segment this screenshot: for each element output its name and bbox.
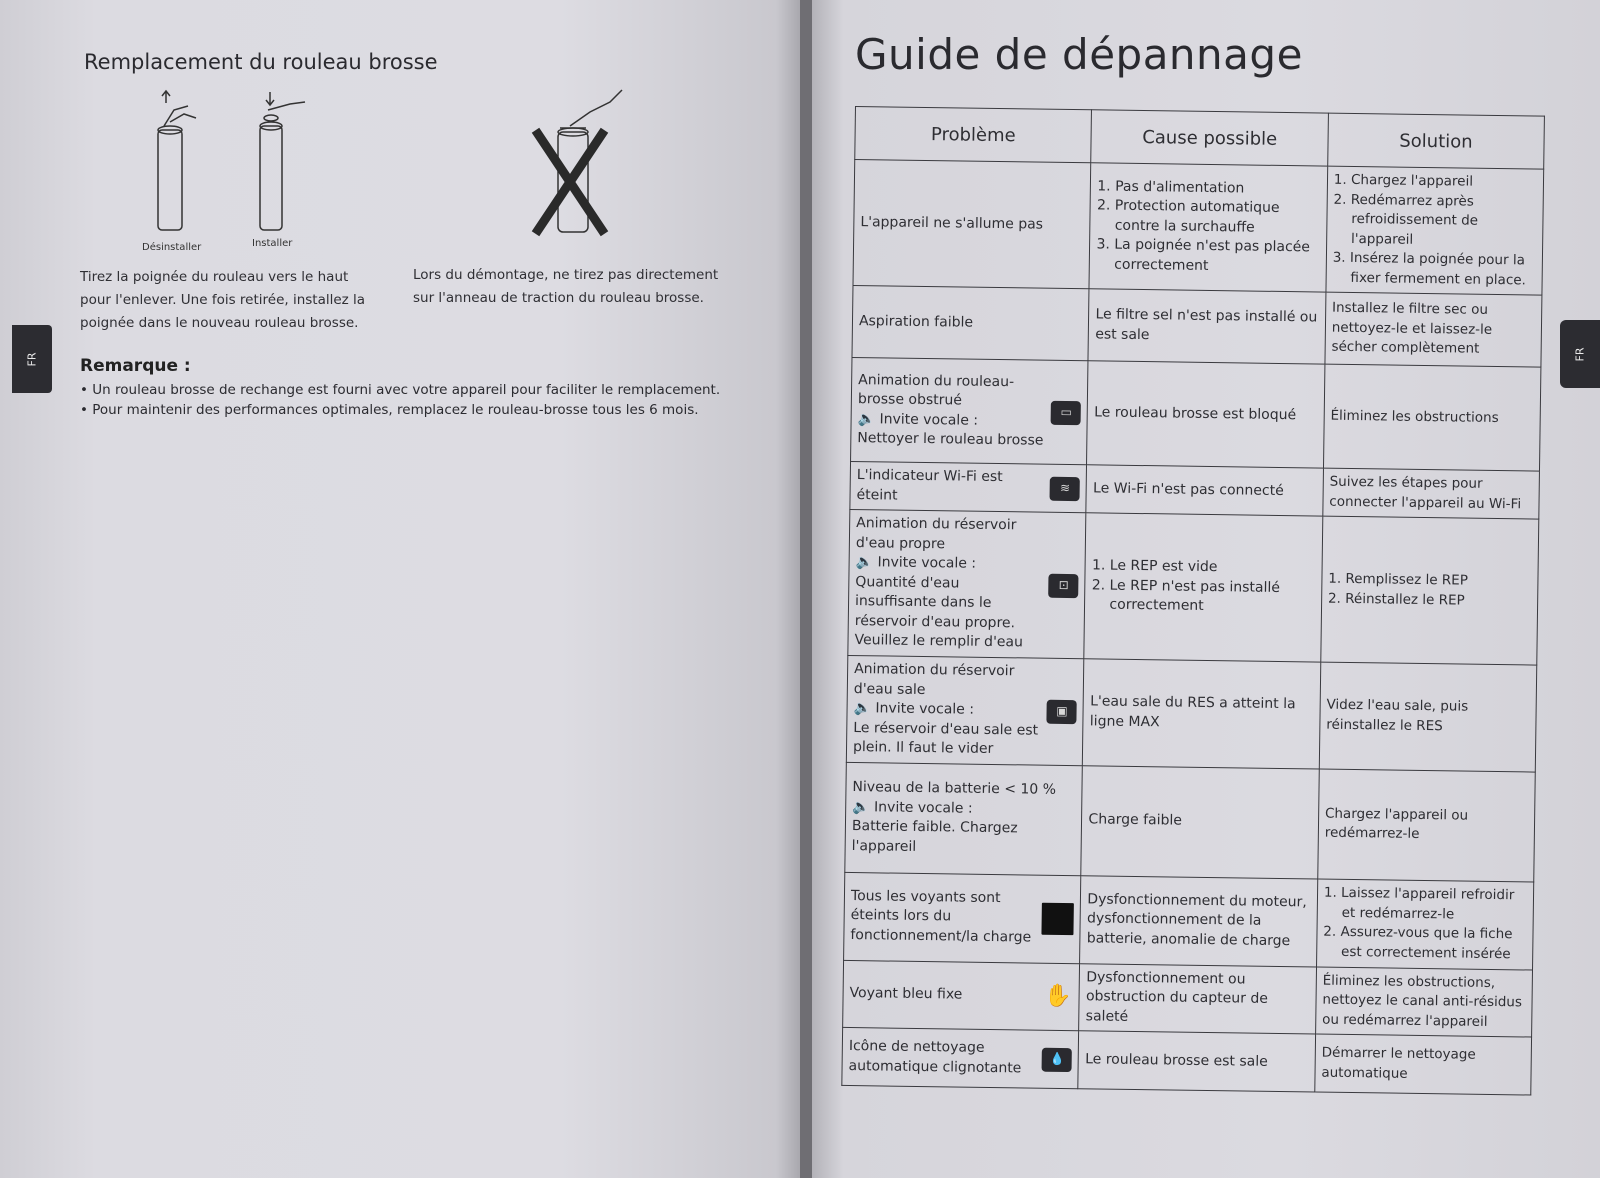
- cause-cell: Dysfonctionnement ou obstruction du capteur de saleté: [1079, 963, 1316, 1034]
- brush-roll-icon: ▭: [1051, 400, 1081, 424]
- dirty-tank-icon: ▣: [1047, 699, 1077, 723]
- cause-cell: Le Wi-Fi n'est pas connecté: [1086, 465, 1323, 516]
- problem-cell: Animation du réservoir d'eau sale 🔈 Invite vocale : Le réservoir d'eau sale est plein. Il faut le vider ▣: [846, 655, 1084, 765]
- troubleshooting-table: [841, 106, 1545, 1096]
- problem-cell: Tous les voyants sont éteints lors du fonctionnement/la charge: [844, 872, 1082, 963]
- solution-cell: Éliminez les obstructions: [1323, 364, 1541, 471]
- problem-cell: L'indicateur Wi-Fi est éteint ≋: [850, 461, 1087, 512]
- hand-icon: ✋: [1044, 983, 1072, 1010]
- brush-roll-illustration: [140, 88, 320, 238]
- cause-cell: Dysfonctionnement du moteur, dysfonctionnement de la batterie, anomalie de charge: [1080, 875, 1318, 966]
- cause-cell: 1. Pas d'alimentation 2. Protection automatique contre la surchauffe 3. La poignée n'est pas placée correctement: [1089, 163, 1327, 292]
- solution-cell: Suivez les étapes pour connecter l'appareil au Wi-Fi: [1323, 468, 1540, 519]
- problem-cell: Animation du réservoir d'eau propre 🔈 Invite vocale : Quantité d'eau insuffisante dans le réservoir d'eau propre. Veuillez le remplir d'eau ⊡: [848, 509, 1086, 658]
- table-row: [848, 509, 1539, 665]
- cause-cell: Le rouleau brosse est bloqué: [1087, 361, 1325, 468]
- table-row: [842, 1027, 1532, 1095]
- table-row: [845, 762, 1535, 882]
- left-page-title: Remplacement du rouleau brosse: [84, 50, 438, 74]
- install-caption: Installer: [252, 238, 293, 249]
- problem-cell: Niveau de la batterie < 10 % 🔈 Invite vocale : Batterie faible. Chargez l'appareil: [845, 762, 1083, 875]
- cause-cell: L'eau sale du RES a atteint la ligne MAX: [1083, 659, 1321, 769]
- drop-icon: 💧: [1042, 1047, 1072, 1071]
- problem-cell: Animation du rouleau-brosse obstrué 🔈 Invite vocale : Nettoyer le rouleau brosse ▭: [851, 357, 1089, 464]
- removal-warning: Lors du démontage, ne tirez pas directement sur l'anneau de traction du rouleau brosse.: [413, 267, 719, 306]
- table-row: [853, 160, 1544, 296]
- problem-cell: Aspiration faible: [852, 285, 1089, 360]
- solution-cell: Chargez l'appareil ou redémarrez-le: [1318, 769, 1536, 882]
- wifi-icon: ≋: [1050, 476, 1080, 500]
- speaker-icon: 🔈: [853, 700, 872, 717]
- solution-cell: 1. Chargez l'appareil 2. Redémarrez après refroidissement de l'appareil 3. Insérez la poignée pour la fixer fermement en place.: [1326, 166, 1544, 295]
- solution-cell: Démarrer le nettoyage automatique: [1315, 1034, 1532, 1095]
- header-solution: Solution: [1328, 113, 1545, 169]
- cause-cell: Le filtre sel n'est pas installé ou est sale: [1088, 289, 1325, 364]
- problem-cell: Icône de nettoyage automatique clignotante 💧: [842, 1027, 1079, 1088]
- solution-cell: 1. Laissez l'appareil refroidir et redémarrez-le 2. Assurez-vous que la fiche est correctement insérée: [1316, 879, 1533, 970]
- speaker-icon: 🔈: [857, 410, 876, 427]
- solution-cell: Éliminez les obstructions, nettoyez le canal anti-résidus ou redémarrez l'appareil: [1315, 967, 1532, 1038]
- solution-cell: 1. Remplissez le REP 2. Réinstallez le REP: [1321, 516, 1539, 665]
- header-cause: Cause possible: [1091, 110, 1328, 166]
- cause-cell: Charge faible: [1081, 765, 1319, 878]
- wrong-removal-illustration: [530, 82, 640, 242]
- language-tab-left: FR: [12, 325, 52, 393]
- solution-cell: Installez le filtre sec ou nettoyez-le et laissez-le sécher complètement: [1325, 292, 1542, 367]
- uninstall-caption: Désinstaller: [142, 242, 202, 253]
- header-problem: Problème: [855, 107, 1092, 163]
- remark-item: • Un rouleau brosse de rechange est fourni avec votre appareil pour faciliter le remplacement.: [80, 380, 720, 400]
- remark-item: • Pour maintenir des performances optimales, remplacez le rouleau-brosse tous les 6 mois.: [80, 400, 720, 420]
- cause-cell: Le rouleau brosse est sale: [1078, 1031, 1315, 1092]
- table-row: [844, 872, 1534, 970]
- problem-cell: L'appareil ne s'allume pas: [853, 160, 1091, 289]
- language-tab-right: FR: [1560, 320, 1600, 388]
- table-row: [852, 285, 1542, 367]
- problem-cell: Voyant bleu fixe ✋: [843, 960, 1080, 1031]
- solution-cell: Videz l'eau sale, puis réinstallez le RES: [1319, 662, 1537, 772]
- speaker-icon: 🔈: [852, 798, 870, 815]
- troubleshooting-title: Guide de dépannage: [855, 30, 1303, 79]
- table-header-row: [855, 107, 1545, 170]
- removal-instructions: Tirez la poignée du rouleau vers le haut pour l'enlever. Une fois retirée, installez la poignée dans le nouveau rouleau brosse.: [80, 269, 366, 331]
- cause-cell: 1. Le REP est vide 2. Le REP n'est pas installé correctement: [1084, 513, 1322, 662]
- speaker-icon: 🔈: [855, 554, 874, 571]
- table-row: [846, 655, 1536, 771]
- remark-list: [80, 380, 720, 420]
- clean-tank-icon: ⊡: [1049, 573, 1079, 597]
- black-square-icon: [1042, 903, 1074, 935]
- table-row: [843, 960, 1533, 1037]
- table-row: [851, 357, 1541, 471]
- remark-title: Remarque :: [80, 356, 191, 376]
